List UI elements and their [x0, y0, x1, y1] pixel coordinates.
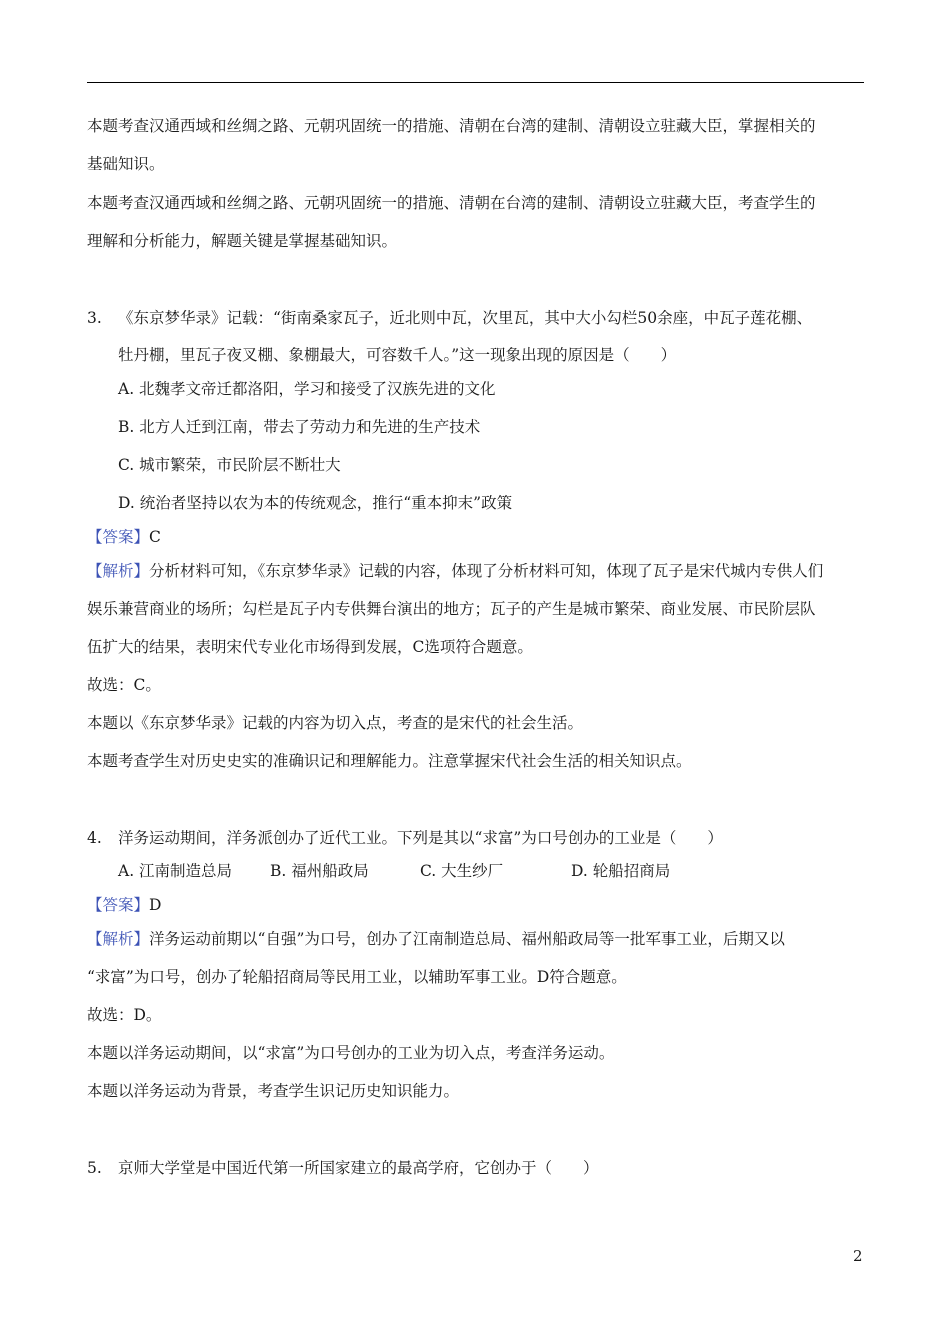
q4-option-b: B. 福州船政局 [270, 862, 369, 880]
q3-stem-line-2: 牡丹棚，里瓦子夜叉棚、象棚最大，可容数千人。”这一现象出现的原因是（ ） [118, 346, 677, 364]
summary-line-1: 本题考查汉通西域和丝绸之路、元朝巩固统一的措施、清朝在台湾的建制、清朝设立驻藏大臣，掌握相关的 [87, 117, 816, 135]
summary-line-3: 本题考查汉通西域和丝绸之路、元朝巩固统一的措施、清朝在台湾的建制、清朝设立驻藏大臣，考查学生的 [87, 194, 816, 212]
q3-note-1: 本题以《东京梦华录》记载的内容为切入点，考查的是宋代的社会生活。 [87, 714, 584, 732]
summary-line-4: 理解和分析能力，解题关键是掌握基础知识。 [87, 232, 398, 250]
q4-option-d: D. 轮船招商局 [571, 862, 671, 880]
q4-analysis-line-1 [87, 929, 785, 949]
q5-stem-text: 京师大学堂是中国近代第一所国家建立的最高学府，它创办于（ ） [118, 1159, 599, 1177]
q3-analysis-line-2: 娱乐兼营商业的场所；勾栏是瓦子内专供舞台演出的地方；瓦子的产生是城市繁荣、商业发展、市民阶层队 [87, 600, 816, 618]
q3-note-2: 本题考查学生对历史史实的准确识记和理解能力。注意掌握宋代社会生活的相关知识点。 [87, 752, 692, 770]
q3-answer-value: C [149, 528, 161, 546]
q3-choose: 故选：C。 [87, 676, 161, 694]
q4-options [118, 861, 670, 881]
q4-stem-text: 洋务运动期间，洋务派创办了近代工业。下列是其以“求富”为口号创办的工业是（ ） [118, 829, 723, 847]
q4-answer [87, 895, 161, 915]
q4-stem [87, 828, 723, 848]
q3-option-b: B. 北方人迁到江南，带去了劳动力和先进的生产技术 [118, 418, 481, 436]
q4-answer-tag: 【答案】 [87, 896, 150, 914]
page-number: 2 [853, 1247, 863, 1265]
q3-stem-text-1: 《东京梦华录》记载：“街南桑家瓦子，近北则中瓦，次里瓦，其中大小勾栏50余座，中瓦子莲花棚、 [118, 309, 813, 327]
q4-choose: 故选：D。 [87, 1006, 162, 1024]
q5-number: 5. [87, 1159, 102, 1177]
q4-number: 4. [87, 829, 102, 847]
q4-analysis-line-2: “求富”为口号，创办了轮船招商局等民用工业，以辅助军事工业。D符合题意。 [87, 968, 627, 986]
q3-analysis-line-1 [87, 561, 823, 581]
q3-number: 3. [87, 309, 102, 327]
q3-answer [87, 527, 161, 547]
q4-option-c: C. 大生纱厂 [420, 862, 504, 880]
q3-analysis-line-3: 伍扩大的结果，表明宋代专业化市场得到发展，C选项符合题意。 [87, 638, 533, 656]
q4-note-2: 本题以洋务运动为背景，考查学生识记历史知识能力。 [87, 1082, 460, 1100]
q4-analysis-text-1: 洋务运动前期以“自强”为口号，创办了江南制造总局、福州船政局等一批军事工业，后期又以 [149, 930, 785, 948]
q5-stem [87, 1158, 599, 1178]
header-rule [87, 82, 864, 83]
q4-note-1: 本题以洋务运动期间，以“求富”为口号创办的工业为切入点，考查洋务运动。 [87, 1044, 615, 1062]
q3-option-c: C. 城市繁荣，市民阶层不断壮大 [118, 456, 341, 474]
q3-answer-tag: 【答案】 [87, 528, 150, 546]
q3-option-d: D. 统治者坚持以农为本的传统观念，推行“重本抑末”政策 [118, 494, 513, 512]
q4-answer-value: D [149, 896, 162, 914]
q3-stem-line-1 [87, 308, 812, 328]
q4-option-a: A. 江南制造总局 [118, 862, 233, 880]
q3-analysis-text-1: 分析材料可知，《东京梦华录》记载的内容，体现了分析材料可知，体现了瓦子是宋代城内专供人们 [149, 562, 824, 580]
q3-option-a: A. 北魏孝文帝迁都洛阳，学习和接受了汉族先进的文化 [118, 380, 496, 398]
q4-analysis-tag: 【解析】 [87, 930, 150, 948]
summary-line-2: 基础知识。 [87, 155, 165, 173]
q3-analysis-tag: 【解析】 [87, 562, 150, 580]
